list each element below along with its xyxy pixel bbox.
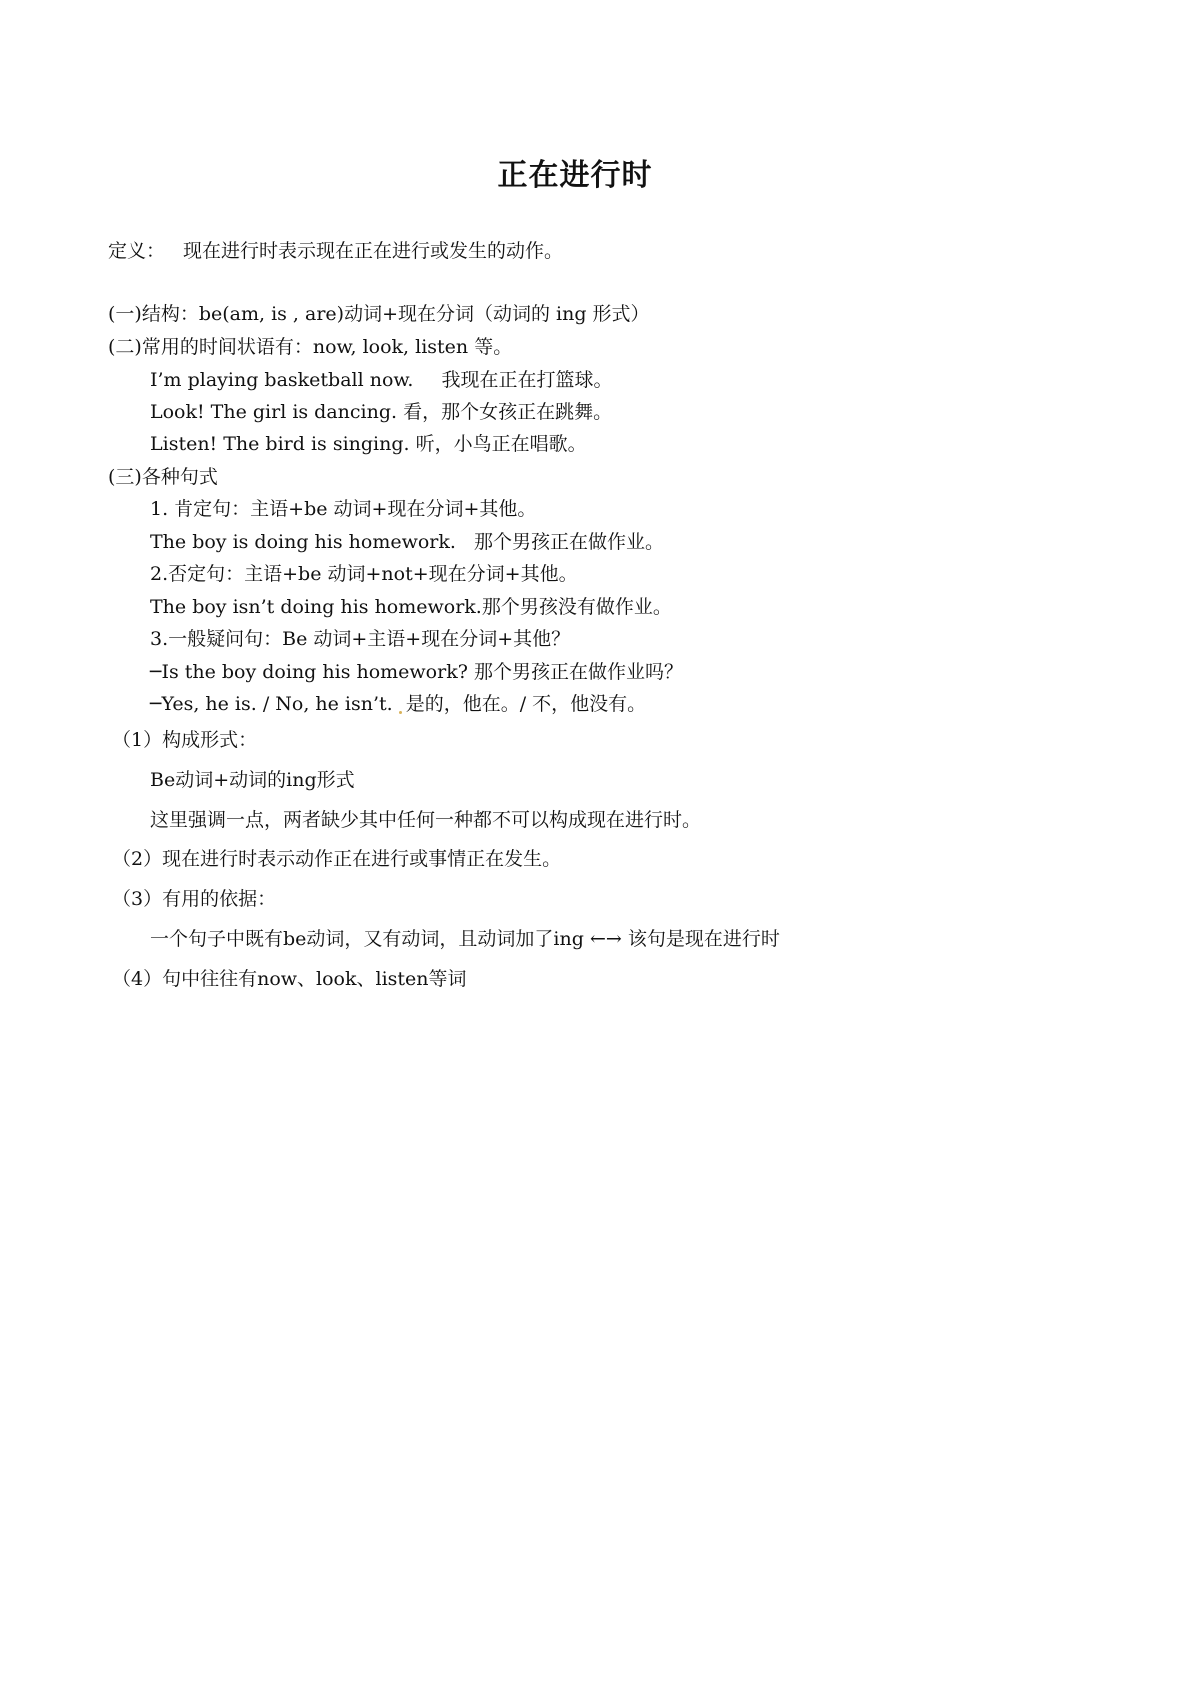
example-2-zh: 看，那个女孩正在跳舞。 bbox=[403, 401, 613, 423]
question-rule: 3.一般疑问句：Be 动词+主语+现在分词+其他？ bbox=[150, 628, 571, 650]
point-4: （4）句中往往有now、look、listen等词 bbox=[112, 968, 467, 990]
definition-label: 定义： bbox=[108, 240, 166, 262]
answer-zh: 是的，他在。/ 不，他没有。 bbox=[405, 693, 647, 715]
point-2: （2）现在进行时表示动作正在进行或事情正在发生。 bbox=[112, 848, 562, 870]
example-2-en: Look! The girl is dancing. bbox=[150, 401, 398, 423]
answer-example bbox=[150, 692, 646, 716]
example-3-zh: 听，小鸟正在唱歌。 bbox=[415, 433, 587, 455]
point-3-text-b: 该句是现在进行时 bbox=[627, 928, 780, 950]
example-3-en: Listen! The bird is singing. bbox=[150, 433, 410, 455]
affirmative-rule: 1. 肯定句：主语+be 动词+现在分词+其他。 bbox=[150, 498, 537, 520]
definition-text: 现在进行时表示现在正在进行或发生的动作。 bbox=[183, 240, 564, 262]
stray-dot bbox=[399, 711, 402, 714]
negative-example: The boy isn’t doing his homework.那个男孩没有做作业。 bbox=[150, 596, 672, 618]
negative-rule: 2.否定句：主语+be 动词+not+现在分词+其他。 bbox=[150, 563, 578, 585]
affirmative-example bbox=[150, 530, 664, 554]
point-3-heading: （3）有用的依据： bbox=[112, 888, 277, 910]
section-sentence-patterns: (三)各种句式 bbox=[108, 466, 218, 488]
question-example: ─Is the boy doing his homework? 那个男孩正在做作业吗？ bbox=[150, 661, 683, 683]
point-1-heading: （1）构成形式： bbox=[112, 729, 258, 751]
affirmative-zh: 那个男孩正在做作业。 bbox=[473, 531, 664, 553]
affirmative-en: The boy is doing his homework. bbox=[150, 531, 456, 553]
section-time-adverbials: (二)常用的时间状语有：now, look, listen 等。 bbox=[108, 336, 513, 358]
definition-line bbox=[108, 239, 563, 263]
example-1-zh: 我现在正在打篮球。 bbox=[441, 369, 613, 391]
point-1-note: 这里强调一点，两者缺少其中任何一种都不可以构成现在进行时。 bbox=[150, 809, 702, 831]
example-line-2 bbox=[150, 400, 612, 424]
answer-en: ─Yes, he is. / No, he isn’t. bbox=[150, 693, 393, 715]
example-line-1 bbox=[150, 368, 612, 392]
double-arrow-icon: ←→ bbox=[589, 928, 622, 950]
section-structure: (一)结构：be(am, is , are)动词+现在分词（动词的 ing 形式） bbox=[108, 303, 650, 325]
point-1-formula: Be动词+动词的ing形式 bbox=[150, 769, 355, 791]
point-3-text-a: 一个句子中既有be动词，又有动词，且动词加了ing bbox=[150, 928, 584, 950]
example-line-3 bbox=[150, 432, 587, 456]
point-3-text bbox=[150, 927, 780, 951]
example-1-en: I’m playing basketball now. bbox=[150, 369, 414, 391]
page-title: 正在进行时 bbox=[497, 158, 653, 193]
